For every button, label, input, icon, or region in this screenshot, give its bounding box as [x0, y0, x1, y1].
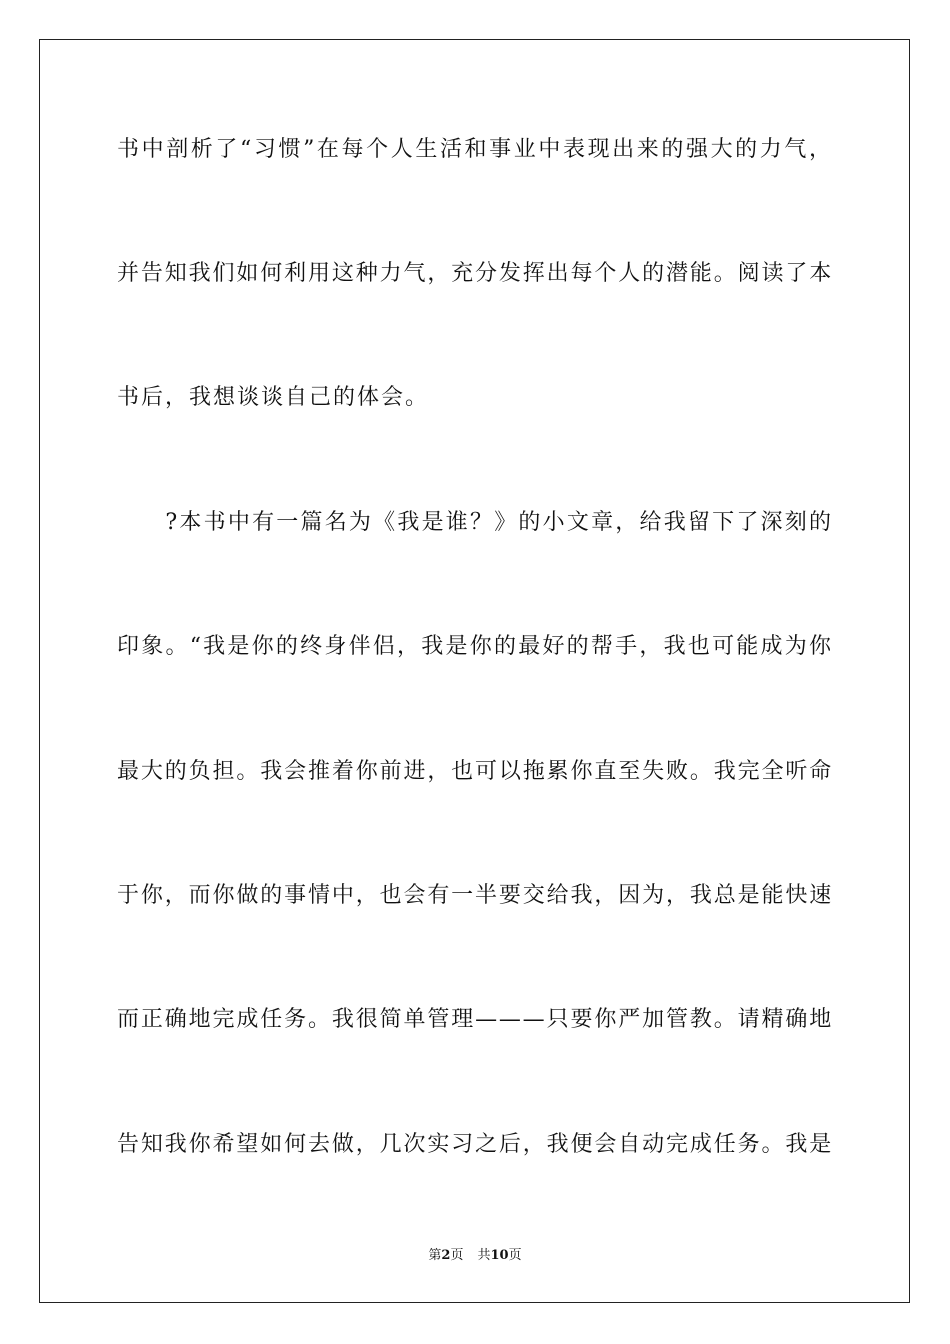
footer-page-prefix: 第: [428, 1248, 442, 1263]
text-line-6: 最大的负担。我会推着你前进，也可以拖累你直至失败。我完全听命: [117, 759, 833, 784]
footer-total-suffix: 页: [508, 1248, 522, 1263]
text-line-8: 而正确地完成任务。我很简单管理———只要你严加管教。请精确地: [117, 1007, 833, 1032]
text-line-4: ?本书中有一篇名为《我是谁？》的小文章，给我留下了深刻的: [117, 510, 833, 535]
footer-total-prefix: 共: [477, 1248, 491, 1263]
text-line-7: 于你，而你做的事情中，也会有一半要交给我，因为，我总是能快速: [117, 883, 833, 908]
text-line-3: 书后，我想谈谈自己的体会。: [117, 385, 430, 410]
footer-page-suffix: 页: [450, 1248, 464, 1263]
text-line-2: 并告知我们如何利用这种力气，充分发挥出每个人的潜能。阅读了本: [117, 261, 833, 286]
text-line-5: 印象。“我是你的终身伴侣，我是你的最好的帮手，我也可能成为你: [117, 634, 833, 659]
text-line-9: 告知我你希望如何去做，几次实习之后，我便会自动完成任务。我是: [117, 1132, 833, 1157]
page-border: [39, 39, 910, 1303]
text-line-1: 书中剖析了“习惯”在每个人生活和事业中表现出来的强大的力气，: [117, 137, 833, 162]
footer-total-number: 10: [490, 1248, 509, 1263]
footer-page-number: 2: [441, 1248, 451, 1263]
page-footer: [0, 1247, 950, 1265]
